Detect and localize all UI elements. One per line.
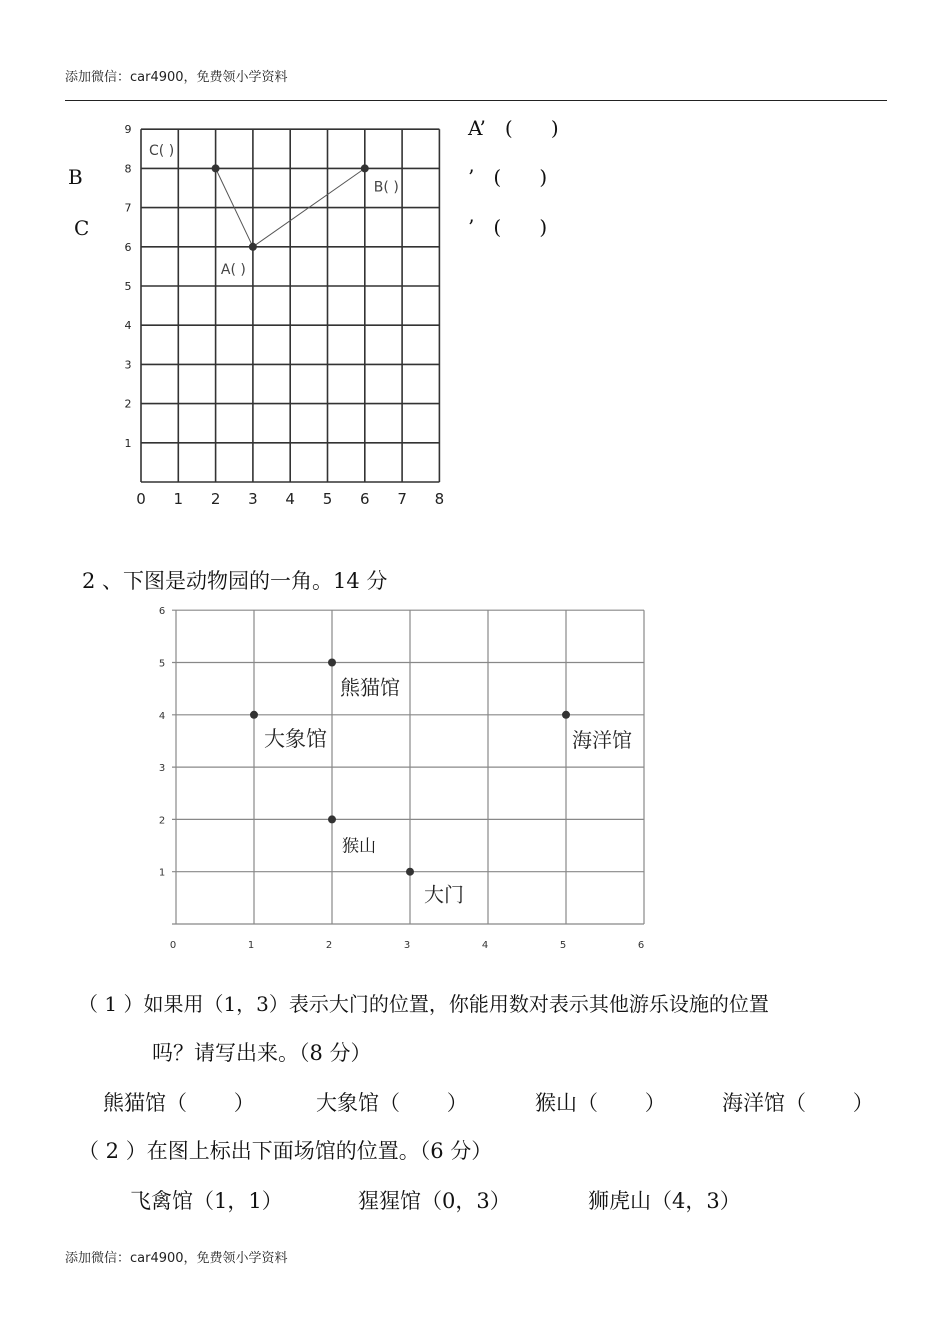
grid1-x-tick: 6: [360, 490, 370, 508]
venue-bird: 飞禽馆（1，1）: [130, 1189, 283, 1213]
grid2-y-tick: 3: [158, 763, 166, 775]
header-rule: [65, 100, 887, 101]
grid2-x-tick: 6: [637, 940, 645, 951]
blank-panda: 熊猫馆（ ）: [103, 1091, 255, 1115]
blank-elephant: 大象馆（ ）: [316, 1091, 468, 1115]
zoo-point-gate: [406, 868, 414, 876]
grid1-x-tick: 0: [136, 490, 146, 508]
grid2-y-tick: 1: [158, 867, 166, 879]
grid1-point-c: [212, 164, 220, 172]
grid1-background: [112, 112, 457, 512]
answer-line-b: ’ ( ): [468, 165, 548, 189]
grid1-x-tick: 4: [285, 490, 295, 508]
grid2-y-tick: 4: [158, 710, 166, 722]
grid2-x-tick: 0: [169, 940, 177, 951]
zoo-point-ocean: [562, 711, 570, 719]
grid1-x-tick: 7: [397, 490, 407, 508]
grid1-label-c: C( ): [149, 142, 175, 159]
grid1-label-b: B( ): [373, 179, 399, 196]
grid1-y-tick: 3: [124, 358, 132, 372]
grid1-y-tick: 1: [124, 436, 132, 450]
grid1-point-b: [361, 164, 369, 172]
grid1-y-tick: 9: [124, 123, 132, 137]
grid1-x-tick: 3: [248, 490, 258, 508]
zoo-point-elephant: [250, 711, 258, 719]
answer-line-a: A’ ( ): [468, 116, 559, 140]
venue-ape: 猩猩馆（0，3）: [358, 1189, 511, 1213]
side-letter-b: B: [68, 165, 83, 189]
grid1-x-tick: 5: [322, 490, 333, 508]
question-2: （ 2 ）在图上标出下面场馆的位置。（6 分）: [78, 1139, 493, 1163]
zoo-point-monkey: [328, 815, 336, 823]
grid2-x-tick: 4: [481, 940, 489, 951]
grid1-label-a: A( ): [220, 261, 246, 278]
grid2-y-tick: 6: [158, 606, 166, 618]
zoo-map-grid: [150, 600, 655, 960]
zoo-label-panda: 熊猫馆: [340, 675, 400, 700]
blank-monkey: 猴山（ ）: [535, 1091, 666, 1115]
page-footer: 添加微信：car4900，免费领小学资料: [65, 1251, 288, 1266]
side-letter-c: C: [74, 216, 90, 240]
grid1-x-tick: 8: [434, 490, 445, 508]
grid2-y-tick: 5: [158, 658, 166, 670]
zoo-label-ocean: 海洋馆: [572, 727, 632, 752]
grid1-x-tick: 1: [173, 490, 184, 508]
grid2-y-tick: 2: [158, 815, 166, 827]
coordinate-grid-1: [112, 112, 457, 512]
question-1-line-2: 吗？请写出来。（8 分）: [152, 1041, 372, 1065]
venue-tiger: 狮虎山（4，3）: [588, 1189, 741, 1213]
answer-line-c: ’ ( ): [468, 215, 548, 239]
grid2-background: [150, 600, 655, 960]
grid1-x-tick: 2: [210, 490, 221, 508]
grid1-y-tick: 4: [124, 319, 132, 333]
grid2-x-tick: 5: [559, 940, 567, 951]
grid2-x-tick: 2: [325, 940, 333, 951]
zoo-label-elephant: 大象馆: [264, 726, 327, 751]
grid1-point-a: [249, 243, 257, 251]
page-header: 添加微信：car4900，免费领小学资料: [65, 70, 288, 85]
problem2-title: 2 、下图是动物园的一角。14 分: [82, 569, 388, 593]
grid1-y-tick: 8: [124, 162, 132, 176]
blank-ocean: 海洋馆（ ）: [722, 1091, 874, 1115]
grid1-y-tick: 2: [124, 397, 132, 411]
grid2-x-tick: 3: [403, 940, 411, 951]
question-1-line-1: （ 1 ）如果用（1，3）表示大门的位置，你能用数对表示其他游乐设施的位置: [78, 992, 769, 1016]
grid2-x-tick: 1: [247, 940, 255, 951]
grid1-y-tick: 7: [124, 201, 132, 215]
grid1-y-tick: 6: [124, 240, 132, 254]
zoo-label-monkey: 猴山: [342, 836, 376, 857]
zoo-label-gate: 大门: [424, 882, 464, 907]
grid1-y-tick: 5: [124, 280, 132, 293]
zoo-point-panda: [328, 659, 336, 667]
